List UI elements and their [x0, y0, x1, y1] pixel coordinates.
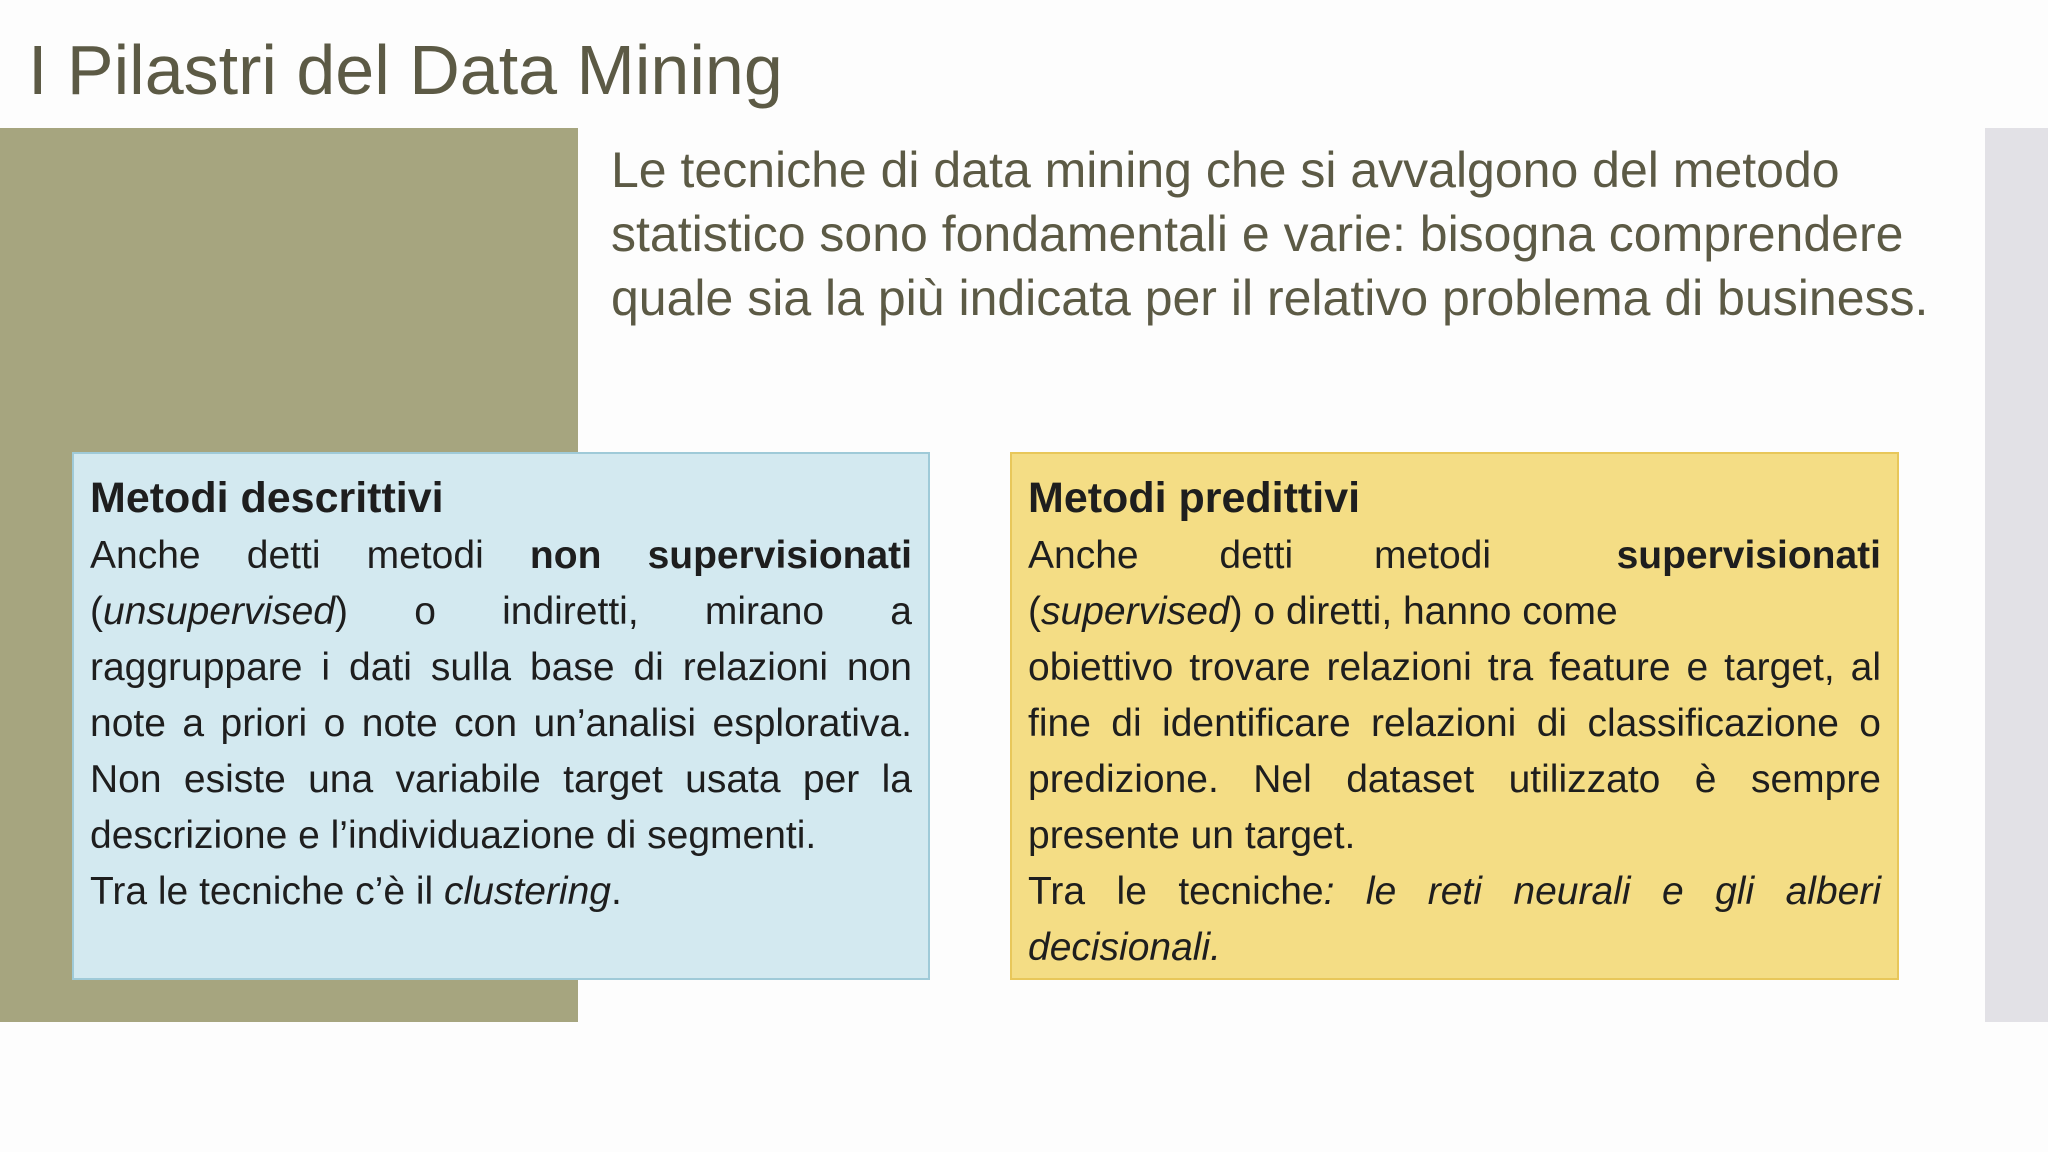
predictive-line-2: (supervised) o diretti, hanno come	[1028, 590, 1618, 633]
predictive-methods-heading: Metodi predittivi	[1028, 474, 1361, 522]
keyword-clustering: clustering	[444, 870, 611, 913]
predictive-methods-text: obiettivo trovare relazioni tra feature e target, al fine di identificare relazioni di classificazione o predizione. Nel dataset utilizzato è sempre presente un target.	[1028, 646, 1881, 857]
keyword-supervised: supervised	[1041, 590, 1230, 633]
predictive-techniques-line: Tra le tecniche: le reti neurali e gli alberi decisionali.	[1028, 870, 1881, 969]
intro-paragraph: Le tecniche di data mining che si avvalgono del metodo statistico sono fondamentali e varie: bisogna comprendere quale sia la più indicata per il relativo problema di business.	[611, 142, 1929, 326]
keyword-unsupervised: unsupervised	[103, 590, 335, 633]
predictive-line-1: Anche detti metodi supervisionati	[1028, 528, 1881, 584]
right-side-strip	[1985, 128, 2048, 1022]
descriptive-methods-heading: Metodi descrittivi	[90, 474, 444, 522]
descriptive-techniques-line: Tra le tecniche c’è il clustering.	[90, 870, 622, 913]
keyword-reti-neurali-alberi: : le reti neurali e gli alberi decisionali.	[1028, 870, 1881, 969]
predictive-methods-box	[1010, 452, 1899, 980]
keyword-supervisionati: supervisionati	[1616, 534, 1881, 577]
descriptive-methods-box	[72, 452, 930, 980]
keyword-non-supervisionati: non supervisionati	[529, 534, 912, 577]
descriptive-methods-text: Anche detti metodi non supervisionati (unsupervised) o indiretti, mirano a raggruppare i dati sulla base di relazioni non note a priori o note con un’analisi esplorativa. Non esiste una variabile target usata per la descrizione e l’individuazione di segmenti.	[90, 534, 912, 857]
slide-title: I Pilastri del Data Mining	[28, 31, 783, 109]
